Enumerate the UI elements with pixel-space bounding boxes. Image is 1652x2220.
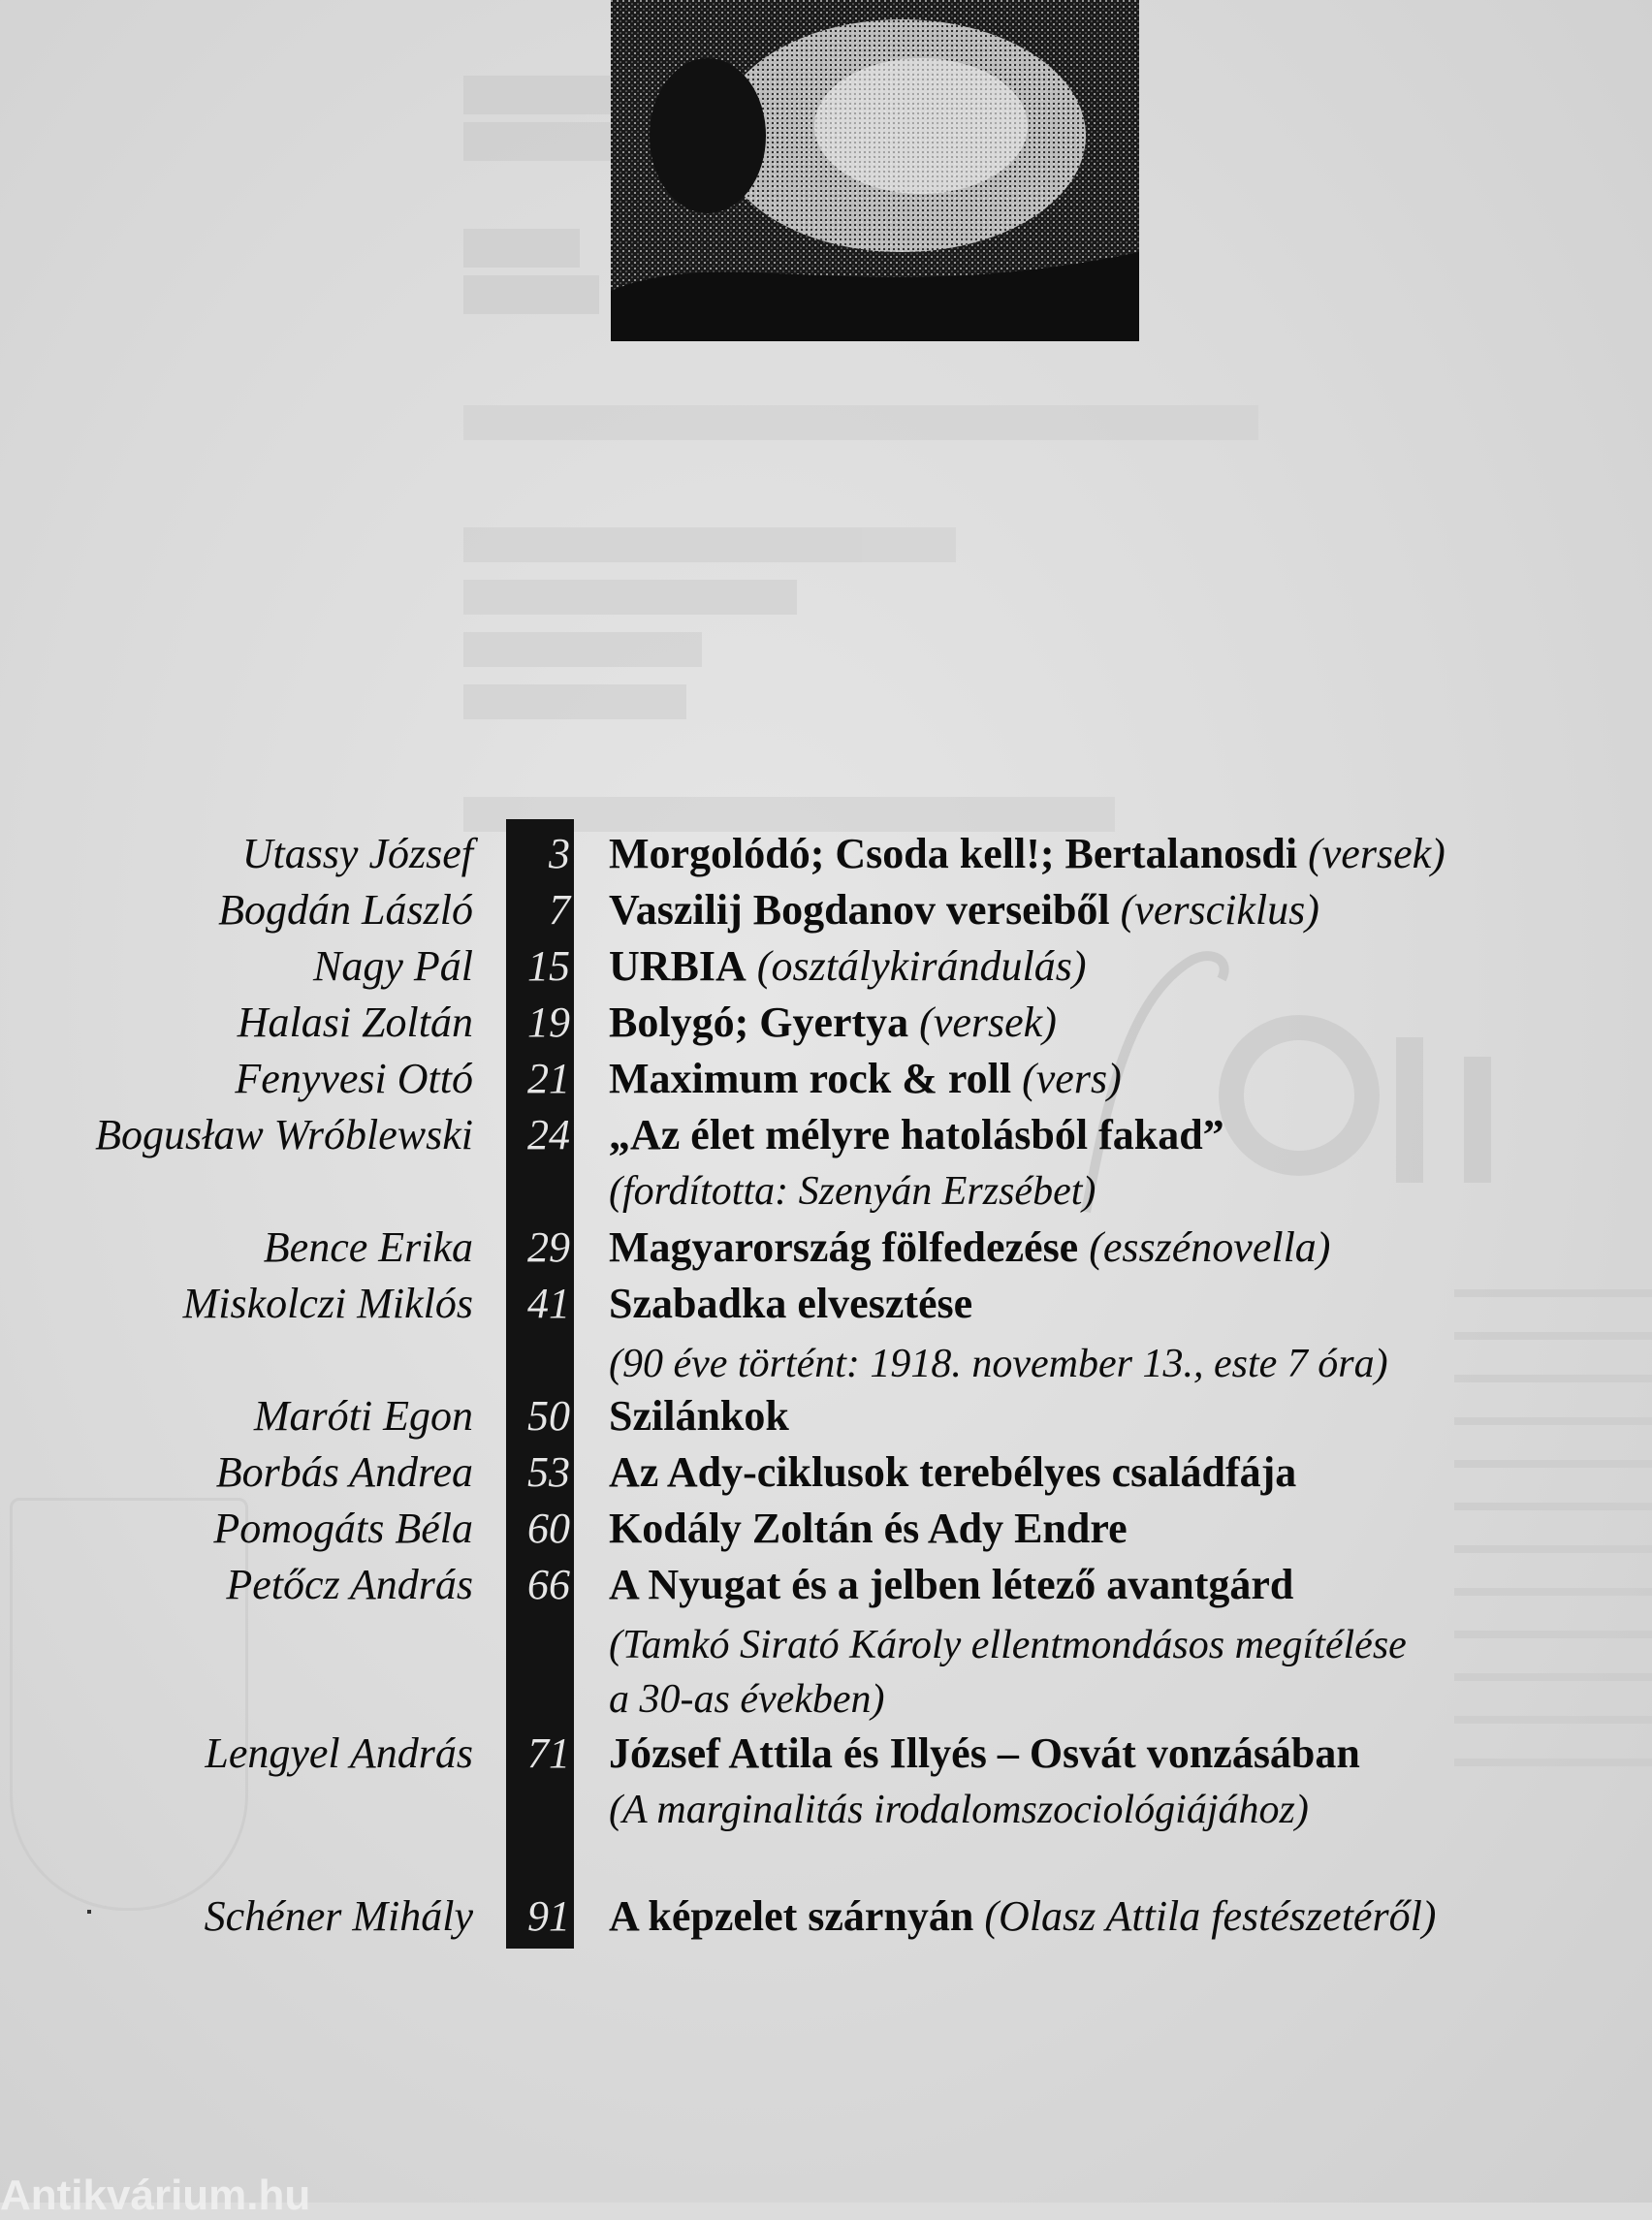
toc-author: Borbás Andrea (215, 1448, 473, 1496)
toc-subtitle: a 30-as években) (609, 1677, 885, 1722)
toc-subtitle: (A marginalitás irodalomszociológiájához) (609, 1788, 1309, 1832)
toc-title-text: Kodály Zoltán és Ady Endre (609, 1505, 1128, 1552)
toc-author: Utassy József (241, 830, 473, 877)
toc-page-number: 41 (527, 1280, 570, 1327)
toc-title-note: (osztálykirándulás) (756, 942, 1087, 990)
toc-title-note: (Olasz Attila festészetéről) (984, 1892, 1437, 1940)
toc-author: Maróti Egon (253, 1392, 473, 1440)
toc-title (609, 1054, 1122, 1104)
toc-title (609, 1560, 1293, 1610)
toc-page-number: 50 (527, 1392, 570, 1440)
toc-subtitle: (90 éve történt: 1918. november 13., este 7 óra) (609, 1342, 1388, 1386)
toc-title-text: Az Ady-ciklusok terebélyes családfája (609, 1448, 1297, 1496)
toc-title-text: URBIA (609, 942, 747, 990)
toc-title (609, 1728, 1360, 1779)
toc-page-number: 66 (527, 1561, 570, 1608)
toc-page-number: 29 (527, 1223, 570, 1271)
watermark: Antikvárium.hu (0, 2172, 311, 2219)
toc-title (609, 885, 1319, 936)
toc-page-number: 7 (549, 886, 570, 934)
toc-title-text: Szabadka elvesztése (609, 1280, 973, 1327)
toc-title (609, 1504, 1128, 1554)
toc-author: Halasi Zoltán (237, 999, 473, 1046)
toc-page-number: 91 (527, 1892, 570, 1940)
toc-title-text: A képzelet szárnyán (609, 1892, 974, 1940)
stray-mark (87, 1910, 91, 1914)
toc-title (609, 1222, 1330, 1273)
toc-author: Schéner Mihály (204, 1892, 473, 1940)
toc-page-number: 15 (527, 942, 570, 990)
toc-title (609, 1110, 1224, 1160)
toc-author: Pomogáts Béla (213, 1505, 473, 1552)
toc-title-text: Morgolódó; Csoda kell!; Bertalanosdi (609, 830, 1298, 877)
toc-subtitle: (Tamkó Sirató Károly ellentmondásos megítélése (609, 1623, 1407, 1667)
toc-title (609, 1891, 1436, 1942)
toc-author: Bence Erika (263, 1223, 473, 1271)
toc-title-text: Bolygó; Gyertya (609, 999, 909, 1046)
toc-page-number: 21 (527, 1055, 570, 1102)
toc-title (609, 1447, 1296, 1498)
toc-page-number: 60 (527, 1505, 570, 1552)
toc-title (609, 1391, 789, 1442)
toc-title-note: (vers) (1022, 1055, 1122, 1102)
toc-author: Nagy Pál (313, 942, 473, 990)
toc-title-text: József Attila és Illyés – Osvát vonzásában (609, 1729, 1360, 1777)
toc-title (609, 1279, 972, 1329)
toc-title-text: Magyarország fölfedezése (609, 1223, 1079, 1271)
toc-title (609, 941, 1087, 992)
toc-author: Petőcz András (226, 1561, 473, 1608)
toc-page-number: 71 (527, 1729, 570, 1777)
toc-title (609, 829, 1446, 879)
toc-author: Lengyel András (205, 1729, 473, 1777)
toc-title-text: Szilánkok (609, 1392, 789, 1440)
toc-author: Bogusław Wróblewski (95, 1111, 473, 1158)
toc-title-text: A Nyugat és a jelben létező avantgárd (609, 1561, 1294, 1608)
toc-page-number: 19 (527, 999, 570, 1046)
toc-author: Bogdán László (218, 886, 473, 934)
toc-title-note: (esszénovella) (1089, 1223, 1331, 1271)
toc-page-number: 24 (527, 1111, 570, 1158)
toc-title-note: (versek) (1308, 830, 1446, 877)
toc-page-number: 53 (527, 1448, 570, 1496)
toc-title-text: Vaszilij Bogdanov verseiből (609, 886, 1110, 934)
toc-title-note: (versek) (919, 999, 1057, 1046)
toc-subtitle: (fordította: Szenyán Erzsébet) (609, 1169, 1096, 1214)
toc-title-text: Maximum rock & roll (609, 1055, 1012, 1102)
toc-page-number: 3 (549, 830, 570, 877)
toc-title-note: (versciklus) (1120, 886, 1319, 934)
toc-title-text: „Az élet mélyre hatolásból fakad” (609, 1111, 1224, 1158)
toc-author: Miskolczi Miklós (182, 1280, 473, 1327)
toc-title (609, 998, 1057, 1048)
toc-author: Fenyvesi Ottó (235, 1055, 473, 1102)
